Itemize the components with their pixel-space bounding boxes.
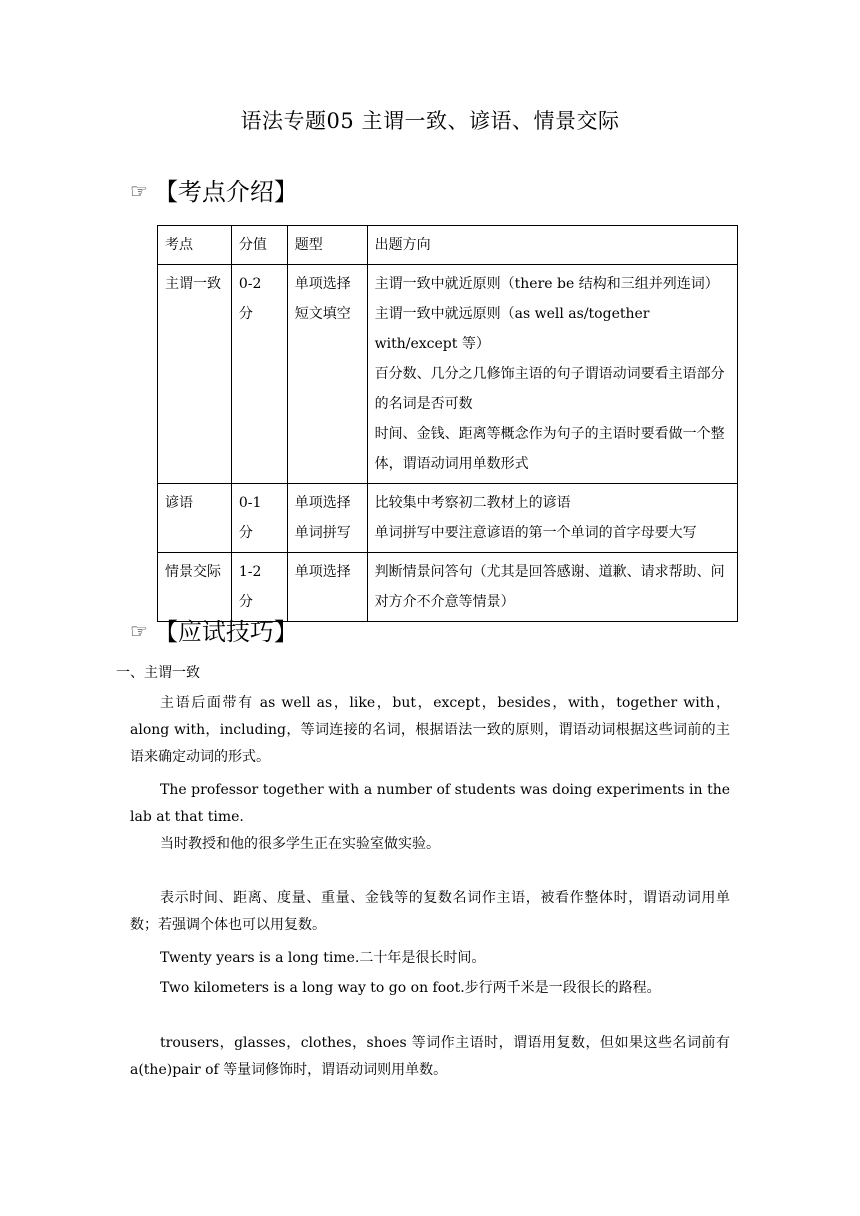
table-cell-types xyxy=(287,484,367,553)
table-cell-types xyxy=(287,265,367,484)
table-cell-types xyxy=(287,553,367,622)
example-sentence: Twenty years is a long time.二十年是很长时间。 xyxy=(160,950,486,966)
direction-item: 比较集中考察初二教材上的谚语 xyxy=(374,495,571,511)
page-title: 语法专题05 主谓一致、谚语、情景交际 xyxy=(240,109,620,133)
question-type: 单项选择 xyxy=(294,495,351,511)
direction-item: 判断情景问答句（尤其是回答感谢、道歉、请求帮助、问对方介不介意等情景） xyxy=(374,564,725,610)
table-cell-score: 1-2 分 xyxy=(231,553,287,622)
translation: 当时教授和他的很多学生正在实验室做实验。 xyxy=(160,836,440,852)
pointing-hand-icon: ☞ xyxy=(130,619,148,643)
question-type: 短文填空 xyxy=(294,306,351,322)
direction-item: 时间、金钱、距离等概念作为句子的主语时要看做一个整体，谓语动词用单数形式 xyxy=(374,426,725,472)
example-sentence: Two kilometers is a long way to go on foot.步行两千米是一段很长的路程。 xyxy=(160,980,661,996)
table-row xyxy=(158,553,738,622)
paragraph: 主语后面带有 as well as，like，but，except，besides，with，together with，along with，including，等词连接的名词，根据语法一致的原则，谓语动词根据这些词前的主语来确定动词的形式。 xyxy=(130,695,730,765)
direction-item: 主谓一致中就远原则（as well as/together with/except 等） xyxy=(374,306,650,352)
table-cell-score: 0-1 分 xyxy=(231,484,287,553)
table-header-row xyxy=(158,226,738,265)
section-heading-text: 【考点介绍】 xyxy=(153,178,298,206)
table-cell-directions xyxy=(367,484,737,553)
table-cell-directions xyxy=(367,265,737,484)
table-header-cell: 考点 xyxy=(158,226,232,265)
table-cell-topic: 主谓一致 xyxy=(158,265,232,484)
table-header-cell: 分值 xyxy=(231,226,287,265)
table-cell-topic: 情景交际 xyxy=(158,553,232,622)
table-cell-topic: 谚语 xyxy=(158,484,232,553)
table-row xyxy=(158,265,738,484)
exam-points-table xyxy=(157,225,738,622)
table-header-cell: 题型 xyxy=(287,226,367,265)
table-header-cell: 出题方向 xyxy=(367,226,737,265)
table-cell-directions xyxy=(367,553,737,622)
table-cell-score: 0-2 分 xyxy=(231,265,287,484)
question-type: 单项选择 xyxy=(294,564,351,580)
section-heading-exam-points xyxy=(130,176,298,207)
direction-item: 百分数、几分之几修饰主语的句子谓语动词要看主语部分的名词是否可数 xyxy=(374,366,725,412)
subheading: 一、主谓一致 xyxy=(116,665,200,681)
direction-item: 单词拼写中要注意谚语的第一个单词的首字母要大写 xyxy=(374,525,697,541)
question-type: 单项选择 xyxy=(294,276,351,292)
example-sentence: The professor together with a number of students was doing experiments in the lab at that time. xyxy=(130,782,730,825)
direction-item: 主谓一致中就近原则（there be 结构和三组并列连词） xyxy=(374,276,719,292)
section-heading-test-tips xyxy=(130,616,298,647)
table-row xyxy=(158,484,738,553)
pointing-hand-icon: ☞ xyxy=(130,179,148,203)
paragraph: 表示时间、距离、度量、重量、金钱等的复数名词作主语，被看作整体时，谓语动词用单数；若强调个体也可以用复数。 xyxy=(130,890,730,933)
paragraph: trousers，glasses，clothes，shoes 等词作主语时，谓语用复数，但如果这些名词前有 a(the)pair of 等量词修饰时，谓语动词则用单数。 xyxy=(130,1035,730,1078)
question-type: 单词拼写 xyxy=(294,525,351,541)
section-heading-text: 【应试技巧】 xyxy=(153,618,298,646)
